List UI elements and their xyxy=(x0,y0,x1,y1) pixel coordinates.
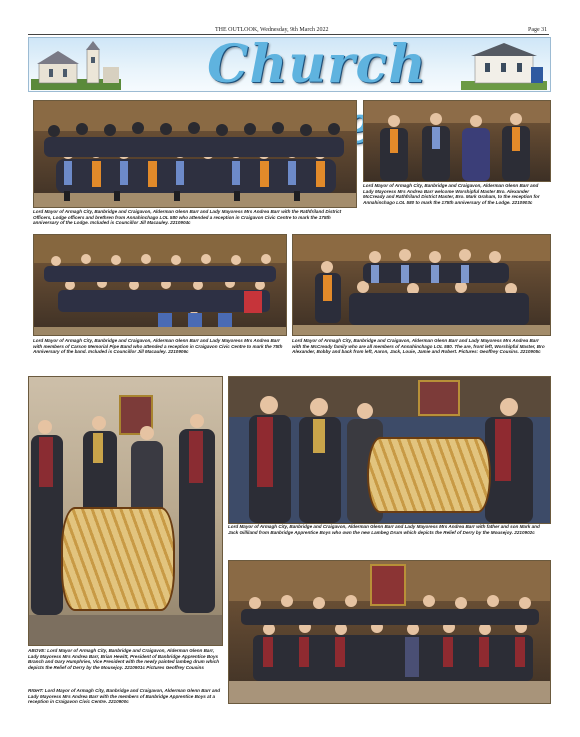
caption-apprentice-boys: RIGHT: Lord Mayor of Armagh City, Banbridge and Craigavon, Alderman Glenn Barr and Lady Mayoress Mrs Andrea Barr with the members of Banbridge Apprentice Boys at a reception in Craigavon Civic Centre. 2210900c xyxy=(28,688,221,705)
photo-lodge-group xyxy=(33,100,357,208)
page-number: Page 31 xyxy=(528,27,548,33)
church-right-icon xyxy=(461,41,547,90)
caption-worshipful-master: Lord Mayor of Armagh City, Banbridge and Craigavon, Alderman Glenn Barr and Lady Mayoress Mrs Andrea Barr welcome Worshipful Master Bro. Alexander McCready and Rathfriland District Master, Bro. Mark Graham, to the reception for Annahinchago LOL 580 to mark the 175th anniversary of the Lodge. 2210903c xyxy=(363,183,540,205)
caption-drum-officers: ABOVE: Lord Mayor of Armagh City, Banbridge and Craigavon, Alderman Glenn Barr, Lady Mayoress Mrs Andrea Barr, Brian Hewitt, President of Banbridge Apprentice Boys Branch and Gary Humphries, Vice President with the newly painted lambeg drum which depicts the Relief of Derry by the Mousejoy. 2210901c Pictures Geoffrey Cousins xyxy=(28,648,220,670)
banner-title: Church xyxy=(207,34,427,95)
caption-father-son-drum: Lord Mayor of Armagh City, Banbridge and Craigavon, Alderman Glenn Barr and Lady Mayoress Mrs Andrea Barr with father and son Mark and Jack Gilliland from Banbridge Apprentice Boys who own the new Lambeg Drum which depicts the Relief of Derry by the Mousejoy. 2210902c xyxy=(228,524,540,535)
mccready-family-figures xyxy=(293,235,550,335)
caption-lodge-group: Lord Mayor of Armagh City, Banbridge and Craigavon, Alderman Glenn Barr and Lady Mayoress Mrs Andrea Barr with the Rathfriland District Officers, Lodge officers and brethren from Annahinchago LOL 580 who attended a reception in Craigavon Civic Centre to mark the 175th anniversary of the Lodge. Included is Councillor Jill Macauley. 2210904c xyxy=(33,209,342,226)
church-life-banner xyxy=(28,34,551,95)
photo-mccready-family xyxy=(292,234,551,336)
lambeg-drum xyxy=(61,507,175,611)
photo-apprentice-boys-group xyxy=(228,560,551,704)
lambeg-drum-new xyxy=(367,437,491,513)
caption-pipe-band: Lord Mayor of Armagh City, Banbridge and Craigavon, Alderman Glenn Barr and Lady Mayoress Mrs Andrea Barr with members of Carson Memorial Pipe Band who attended a reception in Craigavon Civic Centre to mark the 75th Anniversary of the band. Included is Councillor Jill Macauley. 2210906c xyxy=(33,338,283,355)
worshipful-master-figures xyxy=(364,101,550,181)
apprentice-boys-figures xyxy=(229,561,550,703)
photo-father-son-drum xyxy=(228,376,551,524)
photo-drum-officers xyxy=(28,376,223,646)
publication-line: THE OUTLOOK, Wednesday, 9th March 2022 xyxy=(215,27,329,33)
pipe-band-figures xyxy=(34,235,286,335)
lodge-group-figures xyxy=(34,101,356,207)
caption-mccready-family: Lord Mayor of Armagh City, Banbridge and Craigavon, Alderman Glenn Barr and Lady Mayoress Mrs Andrea Barr with the McCready family who are all members of Annahinchago LOL 580. The are, front left, Worshipful Master, Bro Alexander, Bobby and back from left, Aaron, Jack, Louie, Jamie and Robert. Pictures: Geoffrey Cousins. 2210905c xyxy=(292,338,545,355)
photo-pipe-band xyxy=(33,234,287,336)
photo-worshipful-master xyxy=(363,100,551,182)
church-left-icon xyxy=(31,41,121,90)
